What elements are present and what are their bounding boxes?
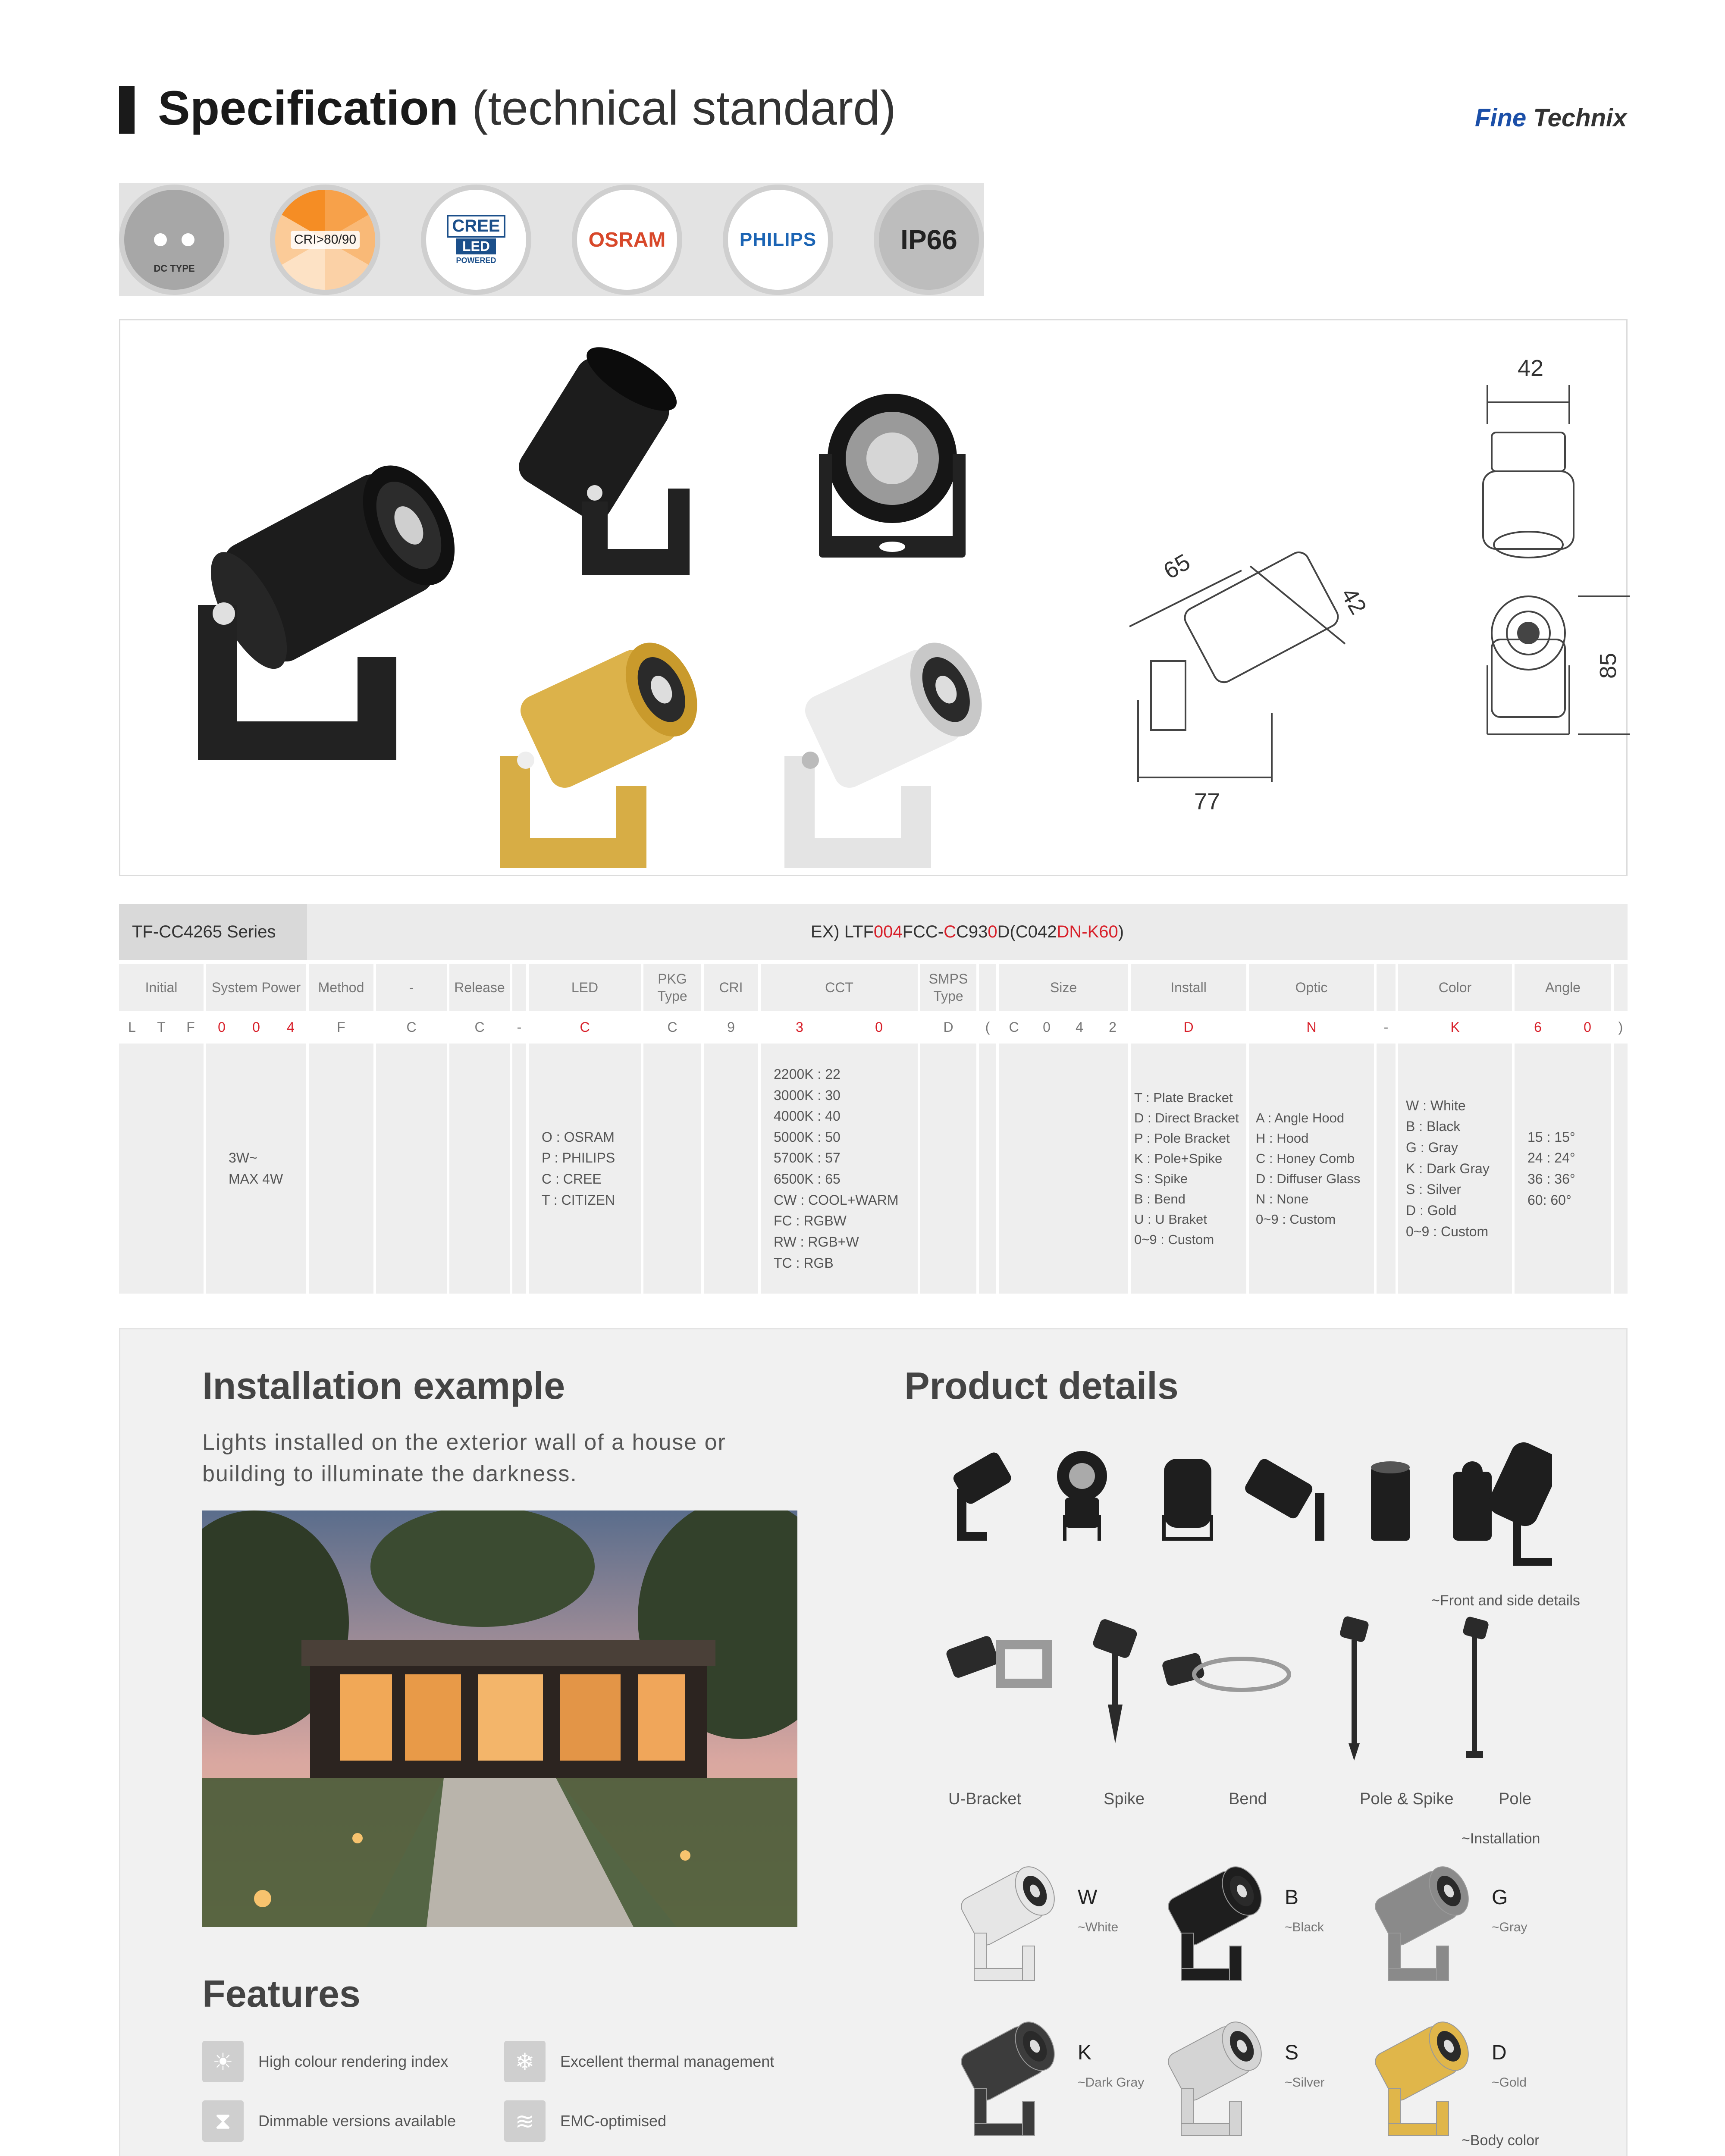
feature-label: High colour rendering index: [258, 2053, 448, 2070]
code-char: L: [119, 1013, 145, 1041]
optic-option: 0~9 : Custom: [1256, 1212, 1336, 1227]
example-red-2: C: [944, 922, 957, 941]
opt-spacer-2: [979, 1044, 996, 1294]
install-option: 0~9 : Custom: [1134, 1232, 1214, 1247]
cct-option: TC : RGB: [774, 1255, 834, 1271]
example-red-1: 004: [873, 922, 903, 941]
spec-header-row: [119, 964, 1628, 1011]
color-spotlight-image: [1362, 1860, 1474, 1989]
hdr-cct: CCT: [761, 964, 918, 1011]
opt-size: [999, 1044, 1128, 1294]
opt-initial: [119, 1044, 204, 1294]
install-option: U : U Braket: [1134, 1212, 1207, 1227]
code-char: 0: [206, 1013, 237, 1041]
install-option: T : Plate Bracket: [1134, 1090, 1233, 1105]
code-char: 0: [1564, 1013, 1611, 1041]
installation-caption: ~Installation: [1462, 1830, 1540, 1847]
hdr-color: Color: [1398, 964, 1512, 1011]
osram-logo: OSRAM: [588, 228, 666, 251]
color-option: S : Silver: [1406, 1181, 1462, 1197]
install-type-label: Pole & Spike: [1360, 1790, 1454, 1808]
cct-option: 5700K : 57: [774, 1150, 841, 1166]
install-option: B : Bend: [1134, 1191, 1186, 1207]
hdr-release: Release: [449, 964, 510, 1011]
code-char: 6: [1515, 1013, 1561, 1041]
cree-logo: [447, 215, 505, 265]
install-type-label: U-Bracket: [948, 1790, 1021, 1808]
cct-option: 3000K : 30: [774, 1087, 841, 1103]
page-title: [158, 80, 896, 136]
ip66-badge: [874, 185, 984, 295]
opt-led: [529, 1044, 641, 1294]
cri-label: CRI>80/90: [291, 231, 360, 249]
dimension-line-drawing: [1112, 385, 1630, 859]
angle-option: 60: 60°: [1527, 1192, 1571, 1208]
code-char: C: [999, 1013, 1029, 1041]
body-color-caption: ~Body color: [1462, 2132, 1540, 2149]
cct-option: FC : RGBW: [774, 1213, 847, 1229]
opt-smps-type: [920, 1044, 976, 1294]
cree-led-text: LED: [456, 238, 496, 254]
dim-front-height: 85: [1595, 652, 1622, 679]
code-char: (: [979, 1013, 996, 1041]
hdr-spacer-1: [512, 964, 526, 1011]
cct-option: 6500K : 65: [774, 1171, 841, 1187]
example-code: [307, 904, 1628, 960]
color-code-label: D: [1492, 2041, 1507, 2064]
color-name-label: ~Black: [1285, 1920, 1324, 1934]
optic-option: H : Hood: [1256, 1130, 1309, 1146]
example-red-4: DN-K60: [1057, 922, 1118, 941]
dim-side-height: 42: [1336, 583, 1372, 619]
hdr-spacer-2: [979, 964, 996, 1011]
hdr-led: LED: [529, 964, 641, 1011]
opt-color: [1398, 1044, 1512, 1294]
example-mid-1: FCC-: [902, 922, 944, 941]
hourglass-icon: ⧗: [202, 2100, 244, 2142]
color-name-label: ~White: [1078, 1920, 1119, 1934]
hdr-spacer-4: [1614, 964, 1628, 1011]
series-name: TF-CC4265 Series: [119, 904, 307, 960]
feature-label: Dimmable versions available: [258, 2112, 456, 2130]
hdr-system-power: System Power: [206, 964, 306, 1011]
cri-badge: [270, 185, 380, 295]
title-accent-bar: [119, 86, 135, 134]
color-code-label: S: [1285, 2041, 1299, 2064]
install-option: K : Pole+Spike: [1134, 1150, 1223, 1166]
code-char: C: [376, 1013, 447, 1041]
color-spotlight-image: [948, 2015, 1060, 2144]
installation-type-images: [940, 1614, 1587, 1778]
feature-label: EMC-optimised: [560, 2112, 667, 2130]
thermometer-icon: ❄: [504, 2041, 546, 2082]
angle-option: 15 : 15°: [1527, 1129, 1575, 1145]
page-title-light: (technical standard): [472, 81, 896, 135]
opt-method: [309, 1044, 373, 1294]
ip66-label: IP66: [900, 224, 957, 255]
spec-options-row: [119, 1044, 1628, 1294]
code-char: N: [1249, 1013, 1374, 1041]
black-spotlight-large-image: [159, 424, 513, 786]
opt-angle: [1515, 1044, 1611, 1294]
color-name-label: ~Silver: [1285, 2075, 1325, 2090]
dc-plug-icon: [154, 233, 194, 246]
opt-spacer-1: [512, 1044, 526, 1294]
color-option: 0~9 : Custom: [1406, 1223, 1489, 1239]
color-code-label: B: [1285, 1886, 1299, 1909]
hdr-angle: Angle: [1515, 964, 1611, 1011]
code-char: F: [178, 1013, 204, 1041]
hdr-spacer-3: [1377, 964, 1396, 1011]
code-char: D: [1131, 1013, 1246, 1041]
color-code-label: G: [1492, 1886, 1508, 1909]
code-char: K: [1398, 1013, 1512, 1041]
code-char: -: [512, 1013, 526, 1041]
color-name-label: ~Dark Gray: [1078, 2075, 1145, 2090]
dim-base-length: 77: [1194, 789, 1220, 815]
hdr-size: Size: [999, 964, 1128, 1011]
optic-option: C : Honey Comb: [1256, 1150, 1355, 1166]
feature-item: [202, 2100, 456, 2142]
feature-item: [504, 2100, 666, 2142]
black-spotlight-front-image: [810, 372, 983, 570]
cree-powered-text: POWERED: [456, 256, 496, 265]
hdr-dash: -: [376, 964, 447, 1011]
code-char: D: [920, 1013, 976, 1041]
install-option: P : Pole Bracket: [1134, 1130, 1230, 1146]
code-char: T: [148, 1013, 174, 1041]
opt-cct: [761, 1044, 918, 1294]
logo-part-1: Fine: [1475, 104, 1527, 132]
install-type-label: Bend: [1229, 1790, 1267, 1808]
code-char: 4: [275, 1013, 306, 1041]
optic-option: A : Angle Hood: [1256, 1110, 1345, 1125]
code-char: 3: [761, 1013, 838, 1041]
feature-item: [202, 2041, 448, 2082]
product-details-title: Product details: [904, 1364, 1179, 1407]
color-option: G : Gray: [1406, 1140, 1458, 1156]
color-spotlight-image: [1155, 2015, 1267, 2144]
opt-pkg-type: [643, 1044, 701, 1294]
logo-part-2: Technix: [1533, 104, 1627, 132]
opt-optic: [1249, 1044, 1374, 1294]
opt-spacer-3: [1377, 1044, 1396, 1294]
code-char: 0: [840, 1013, 918, 1041]
hdr-smps-type: SMPS Type: [920, 964, 976, 1011]
feature-label: Excellent thermal management: [560, 2053, 775, 2070]
installation-text: Lights installed on the exterior wall of a house or building to illuminate the darkness.: [202, 1430, 726, 1486]
led-option: T : CITIZEN: [542, 1192, 615, 1208]
code-char: 9: [704, 1013, 758, 1041]
hdr-install: Install: [1131, 964, 1246, 1011]
cct-option: 4000K : 40: [774, 1108, 841, 1124]
product-images-panel: [119, 319, 1628, 876]
dim-top-width: 42: [1518, 355, 1544, 381]
cct-option: 2200K : 22: [774, 1066, 841, 1082]
example-suffix: ): [1118, 922, 1124, 941]
example-red-3: 0: [988, 922, 997, 941]
angle-option: 24 : 24°: [1527, 1150, 1575, 1166]
dim-side-length: 65: [1159, 548, 1195, 585]
angle-option: 36 : 36°: [1527, 1171, 1575, 1187]
hdr-cri: CRI: [704, 964, 758, 1011]
front-side-detail-images: [940, 1429, 1552, 1575]
opt-spacer-4: [1614, 1044, 1628, 1294]
color-spotlight-image: [1362, 2015, 1474, 2144]
philips-logo: PHILIPS: [739, 229, 817, 250]
cree-badge: [421, 185, 531, 295]
color-code-label: K: [1078, 2041, 1092, 2064]
waveform-icon: ≋: [504, 2100, 546, 2142]
cree-text: CREE: [447, 215, 505, 238]
install-type-label: Spike: [1104, 1790, 1145, 1808]
silver-spotlight-image: [767, 614, 1009, 881]
color-name-label: ~Gray: [1492, 1920, 1527, 1934]
led-option: C : CREE: [542, 1171, 602, 1187]
color-option: W : White: [1406, 1097, 1466, 1113]
philips-badge: [723, 185, 833, 295]
spec-table: [119, 904, 1628, 1294]
dimension-drawings: [1112, 355, 1630, 859]
led-option: P : PHILIPS: [542, 1150, 615, 1166]
dc-type-label: DC TYPE: [154, 263, 195, 274]
code-char: 0: [241, 1013, 272, 1041]
page-title-bold: Specification: [158, 81, 459, 135]
cct-option: RW : RGB+W: [774, 1234, 859, 1250]
osram-badge: [572, 185, 682, 295]
hdr-initial: Initial: [119, 964, 204, 1011]
hdr-pkg-type: PKG Type: [643, 964, 701, 1011]
brand-logo: [1475, 103, 1627, 132]
color-option: D : Gold: [1406, 1202, 1457, 1218]
cct-option: 5000K : 50: [774, 1129, 841, 1145]
opt-install: [1131, 1044, 1246, 1294]
install-option: S : Spike: [1134, 1171, 1188, 1186]
cct-option: CW : COOL+WARM: [774, 1192, 899, 1208]
opt-system-power: 3W~ MAX 4W: [206, 1044, 306, 1294]
color-spotlight-image: [948, 1860, 1060, 1989]
code-char: 2: [1097, 1013, 1128, 1041]
front-side-caption: ~Front and side details: [1431, 1592, 1580, 1609]
hdr-optic: Optic: [1249, 964, 1374, 1011]
certification-badges: [119, 183, 984, 296]
install-type-label: Pole: [1499, 1790, 1532, 1808]
dc-type-badge: [119, 185, 229, 295]
code-char: C: [643, 1013, 701, 1041]
opt-cri: [704, 1044, 758, 1294]
code-char: 0: [1032, 1013, 1062, 1041]
feature-item: [504, 2041, 774, 2082]
optic-option: D : Diffuser Glass: [1256, 1171, 1361, 1186]
led-option: O : OSRAM: [542, 1129, 615, 1145]
example-mid-3: D(C042: [997, 922, 1057, 941]
code-char: ): [1614, 1013, 1628, 1041]
code-char: -: [1377, 1013, 1396, 1041]
lightbulb-icon: ☀: [202, 2041, 244, 2082]
gold-spotlight-image: [483, 614, 724, 881]
opt-release: [449, 1044, 510, 1294]
color-name-label: ~Gold: [1492, 2075, 1527, 2090]
example-prefix: EX) LTF: [810, 922, 874, 941]
black-spotlight-side-image: [508, 346, 707, 588]
optic-option: N : None: [1256, 1191, 1309, 1207]
installation-title: Installation example: [202, 1364, 565, 1407]
hdr-method: Method: [309, 964, 373, 1011]
install-option: D : Direct Bracket: [1134, 1110, 1239, 1125]
color-option: B : Black: [1406, 1119, 1461, 1134]
features-title: Features: [202, 1972, 361, 2015]
example-mid-2: C93: [956, 922, 988, 941]
code-char: C: [529, 1013, 641, 1041]
code-char: C: [449, 1013, 510, 1041]
color-code-label: W: [1078, 1886, 1098, 1909]
details-panel: [119, 1328, 1628, 2156]
code-char: F: [309, 1013, 373, 1041]
color-spotlight-image: [1155, 1860, 1267, 1989]
code-char: 4: [1064, 1013, 1095, 1041]
color-option: K : Dark Gray: [1406, 1160, 1490, 1176]
opt-dash: [376, 1044, 447, 1294]
installation-photo: [202, 1510, 797, 1927]
spec-code-row: [119, 1013, 1628, 1041]
